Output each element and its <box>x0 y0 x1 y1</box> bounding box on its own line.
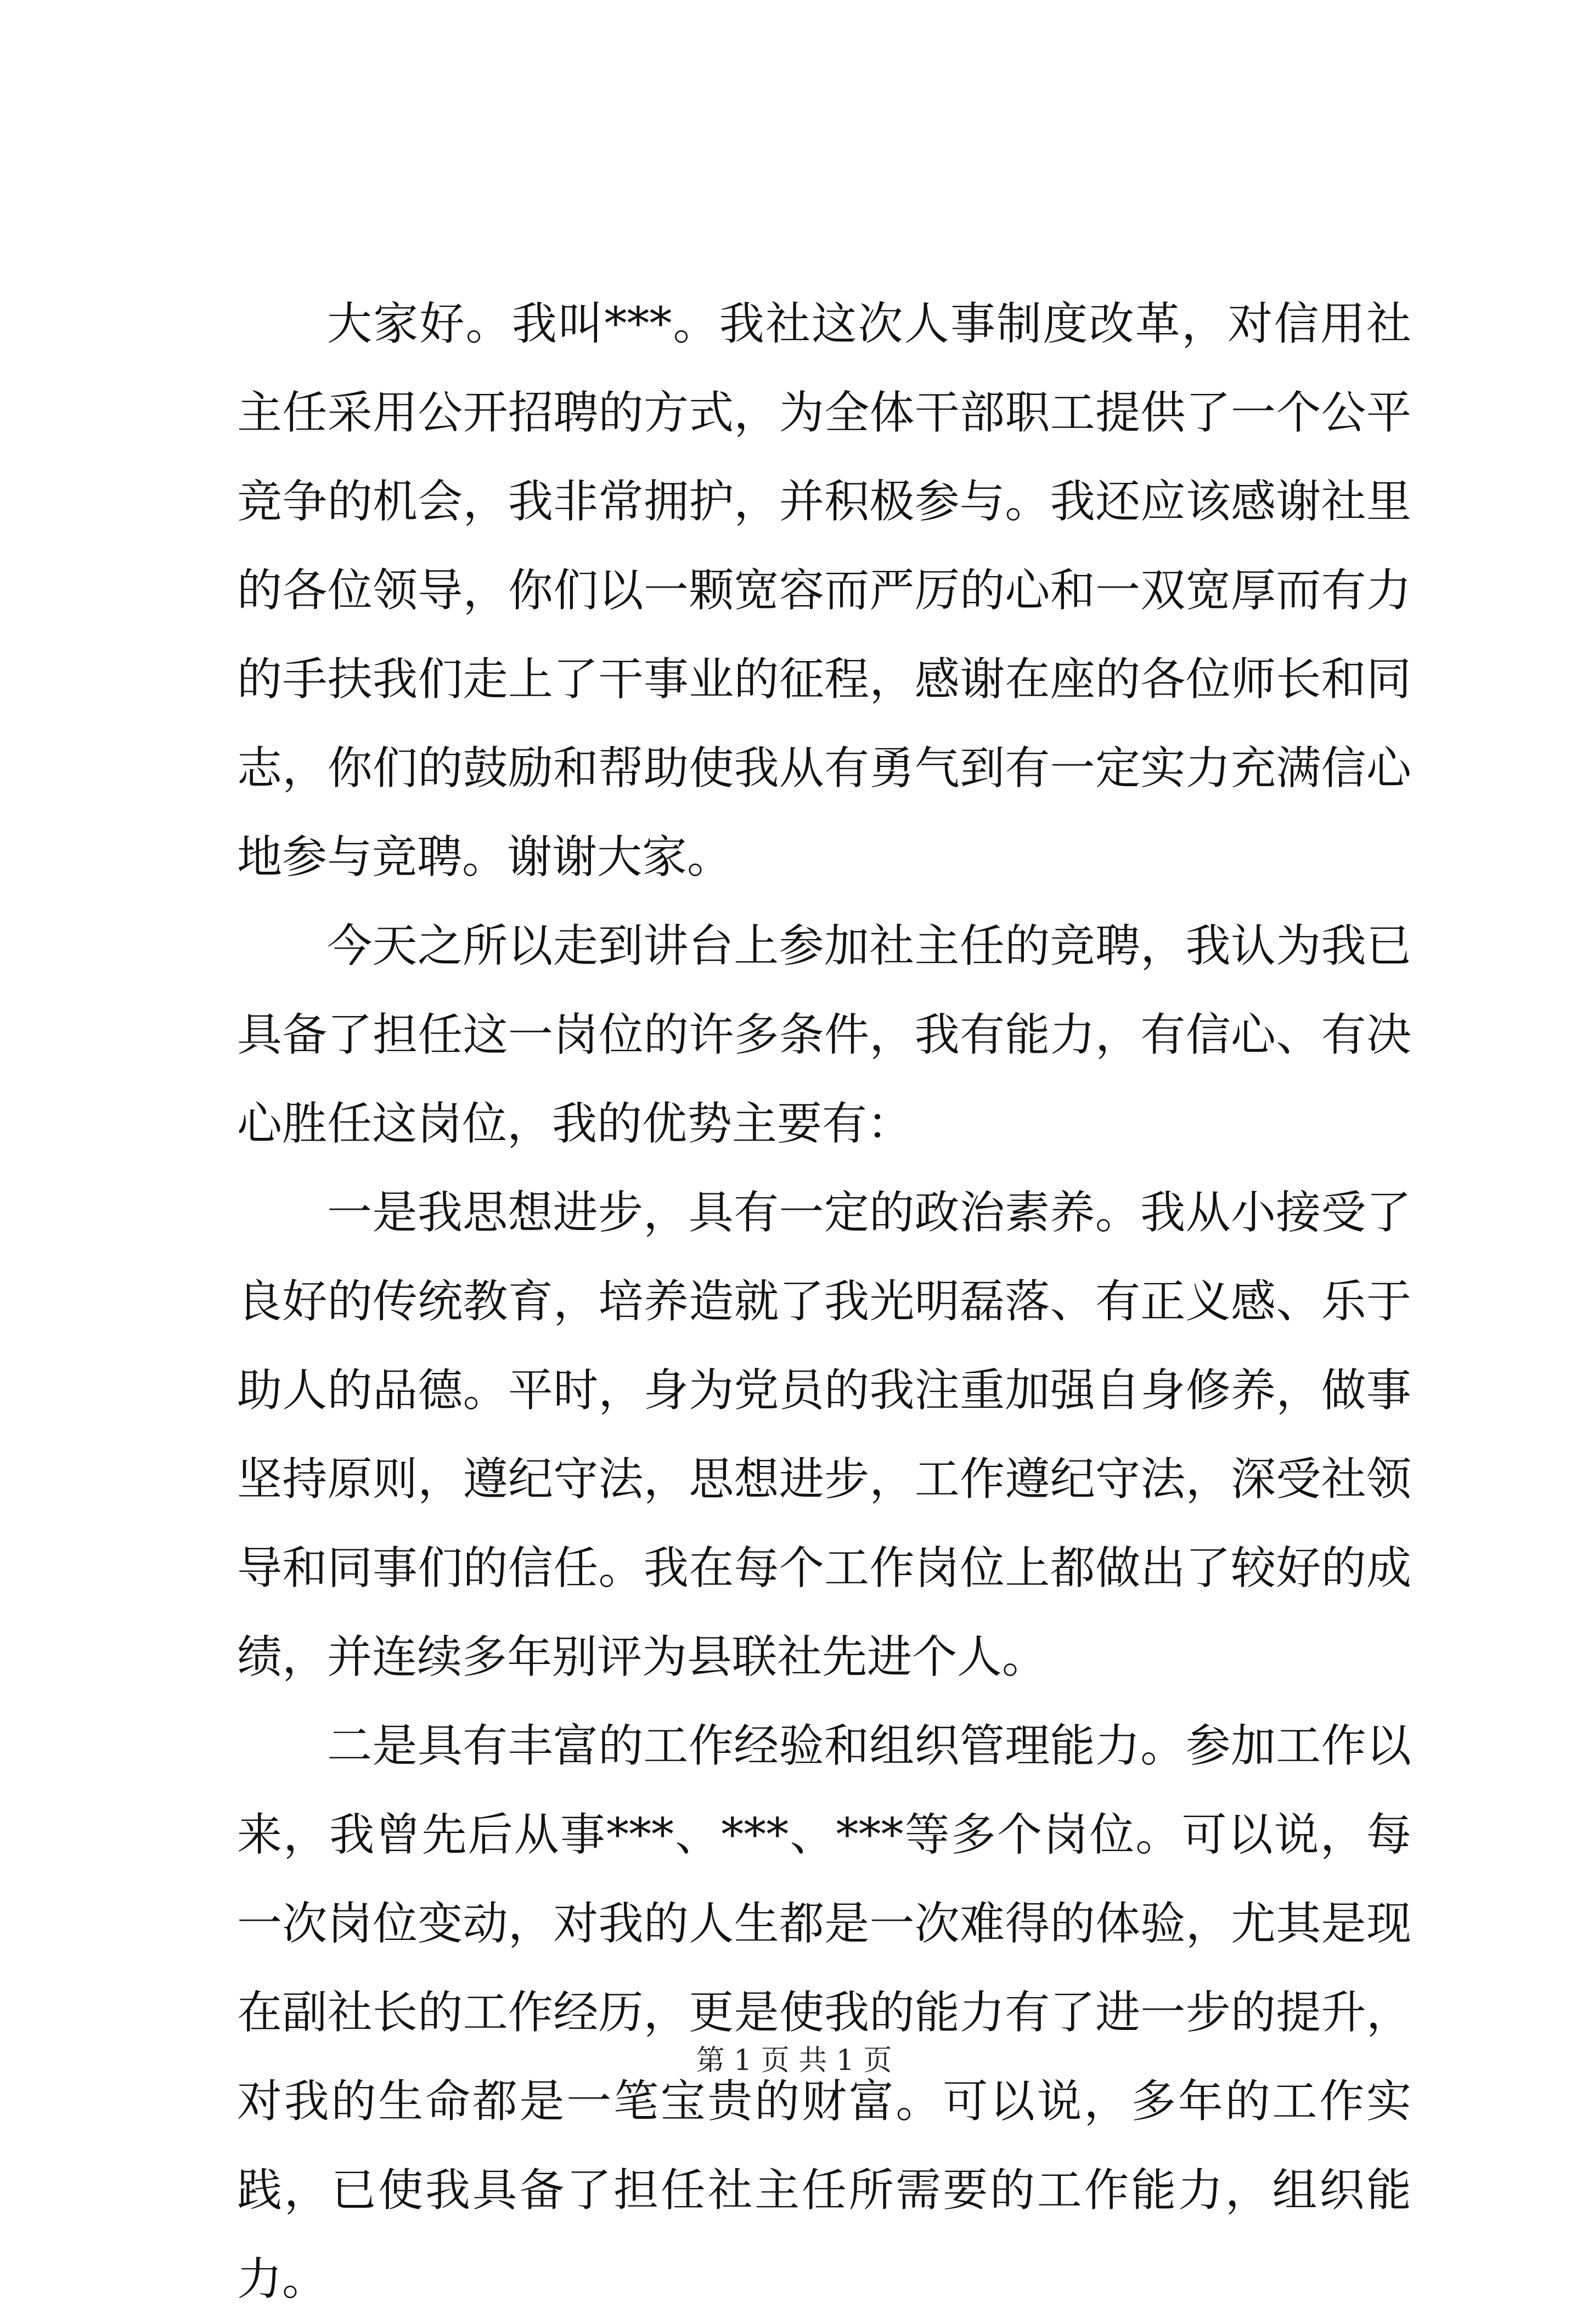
page-footer: 第 1 页 共 1 页 <box>696 2044 892 2077</box>
document-body <box>237 280 1411 2324</box>
paragraph-qualifications-intro: 今天之所以走到讲台上参加社主任的竞聘，我认为我已具备了担任这一岗位的许多条件，我有能力，有信心、有决心胜任这岗位，我的优势主要有： <box>237 920 1411 1150</box>
paragraph-political-quality: 一是我思想进步，具有一定的政治素养。我从小接受了良好的传统教育，培养造就了我光明磊落、有正义感、乐于助人的品德。平时，身为党员的我注重加强自身修养，做事坚持原则，遵纪守法，思想进步，工作遵纪守法，深受社领导和同事们的信任。我在每个工作岗位上都做出了较好的成绩，并连续多年别评为县联社先进个人。 <box>237 1187 1411 1683</box>
paragraph-work-experience: 二是具有丰富的工作经验和组织管理能力。参加工作以来，我曾先后从事***、***、***等多个岗位。可以说，每一次岗位变动，对我的人生都是一次难得的体验，尤其是现在副社长的工作经历，更是使我的能力有了进一步的提升，对我的生命都是一笔宝贵的财富。可以说，多年的工作实践，已使我具备了担任社主任所需要的工作能力，组织能力。 <box>237 1720 1411 2305</box>
paragraph-greeting: 大家好。我叫***。我社这次人事制度改革，对信用社主任采用公开招聘的方式，为全体干部职工提供了一个公平竞争的机会，我非常拥护，并积极参与。我还应该感谢社里的各位领导，你们以一颗宽容而严厉的心和一双宽厚而有力的手扶我们走上了干事业的征程，感谢在座的各位师长和同志，你们的鼓励和帮助使我从有勇气到有一定实力充满信心地参与竞聘。谢谢大家。 <box>237 298 1411 883</box>
